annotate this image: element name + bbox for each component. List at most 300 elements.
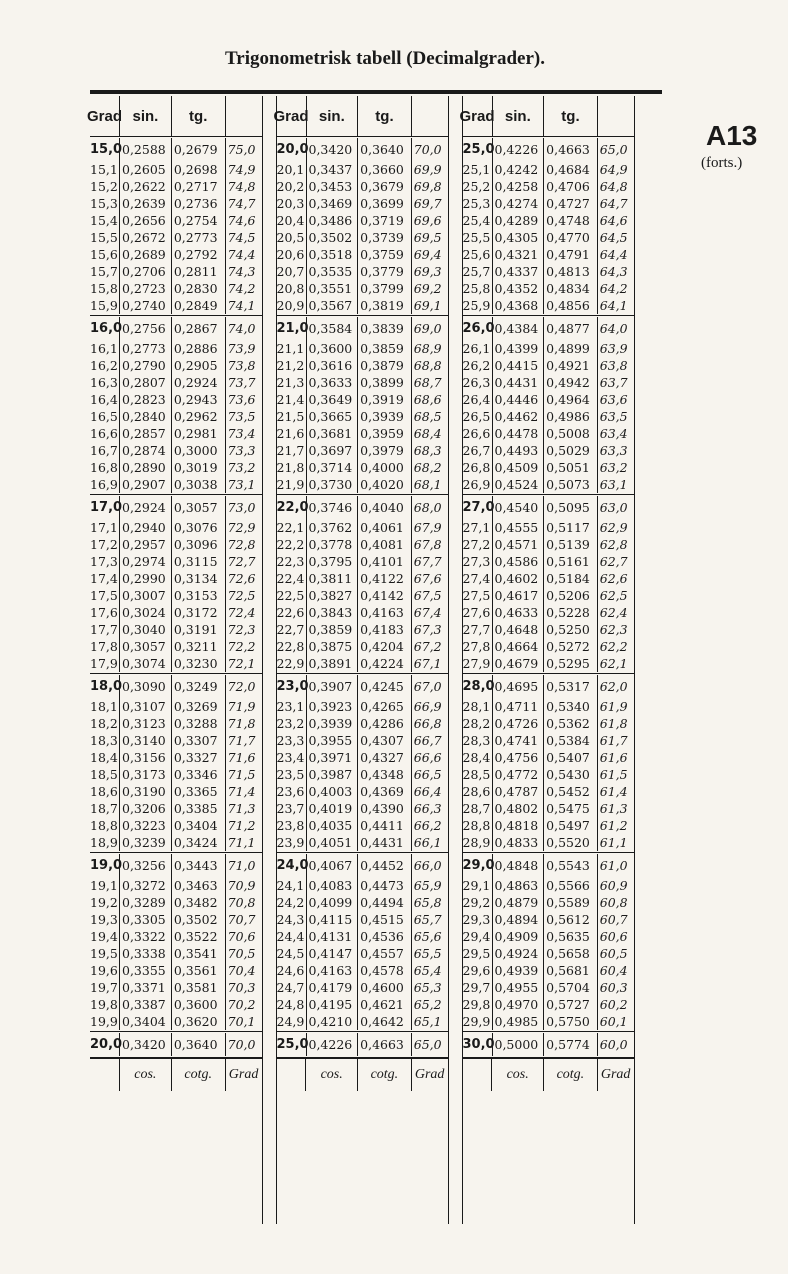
cell-sin: 0,3697 [307,442,359,459]
cell-tg: 0,5073 [544,476,598,493]
cell-complement-grad: 64,0 [599,321,628,336]
cell-grad: 28,6 [463,783,493,800]
cell-sin: 0,4226 [307,1033,359,1056]
cell-tg: 0,2717 [172,178,226,195]
cell-sin: 0,3040 [120,621,172,638]
table-row [90,408,262,425]
cell-grad: 29,2 [463,894,493,911]
table-row [277,732,448,749]
table-row [90,894,262,911]
cell-grad: 29,7 [463,979,493,996]
table-row [90,854,262,877]
table-row [463,817,634,834]
cell-tg: 0,3779 [358,263,412,280]
cell-sin: 0,3987 [307,766,359,783]
table-footer [463,1058,634,1091]
cell-tg: 0,2792 [172,246,226,263]
cell-grad: 24,2 [277,894,307,911]
cell-sin: 0,2756 [120,317,172,340]
cell-complement-grad: 61,8 [599,716,628,731]
cell-tg: 0,2830 [172,280,226,297]
cell-tg: 0,4265 [358,698,412,715]
cell-grad: 26,8 [463,459,493,476]
table-row [90,732,262,749]
cell-complement-grad: 60,3 [599,980,628,995]
table-row [463,280,634,297]
cell-tg: 0,4964 [544,391,598,408]
cell-grad: 27,1 [463,519,493,536]
cell-tg: 0,4621 [358,996,412,1013]
cell-sin: 0,3322 [120,928,172,945]
cell-sin: 0,4679 [493,655,545,672]
cell-sin: 0,2924 [120,496,172,519]
table-row [90,996,262,1013]
row-group [90,1032,262,1058]
cell-grad: 25,6 [463,246,493,263]
table-row [463,408,634,425]
cell-tg: 0,3365 [172,783,226,800]
header-grad: Grad [463,96,493,136]
table-row [90,587,262,604]
cell-complement-grad: 71,7 [227,733,256,748]
cell-grad: 28,5 [463,766,493,783]
cell-sin: 0,4756 [493,749,545,766]
cell-sin: 0,4399 [493,340,545,357]
cell-sin: 0,4368 [493,297,545,314]
cell-tg: 0,3269 [172,698,226,715]
table-row [277,476,448,493]
cell-grad: 27,7 [463,621,493,638]
cell-grad: 26,4 [463,391,493,408]
cell-grad: 20,0 [90,1033,120,1056]
cell-tg: 0,5750 [544,1013,598,1030]
cell-tg: 0,4163 [358,604,412,621]
cell-tg: 0,3502 [172,911,226,928]
table-row [90,783,262,800]
cell-complement-grad: 69,3 [413,264,442,279]
table-row [463,749,634,766]
cell-sin: 0,4305 [493,229,545,246]
cell-tg: 0,4770 [544,229,598,246]
table-row [90,715,262,732]
cell-complement-grad: 69,6 [413,213,442,228]
cell-grad: 16,6 [90,425,120,442]
cell-grad: 19,4 [90,928,120,945]
table-row [463,962,634,979]
cell-grad: 29,8 [463,996,493,1013]
cell-complement-grad: 64,3 [599,264,628,279]
table-row [277,496,448,519]
cell-sin: 0,4415 [493,357,545,374]
cell-grad: 27,5 [463,587,493,604]
cell-tg: 0,3076 [172,519,226,536]
table-row [463,732,634,749]
cell-sin: 0,3437 [307,161,359,178]
cell-tg: 0,5272 [544,638,598,655]
cell-tg: 0,2981 [172,425,226,442]
footer-cotg: cotg. [544,1059,598,1091]
cell-grad: 25,2 [463,178,493,195]
cell-tg: 0,5384 [544,732,598,749]
cell-complement-grad: 74,2 [227,281,256,296]
table-row [277,459,448,476]
cell-sin: 0,4802 [493,800,545,817]
cell-tg: 0,4663 [544,138,598,161]
cell-grad: 25,0 [463,138,493,161]
cell-sin: 0,3420 [307,138,359,161]
table-row [277,570,448,587]
cell-sin: 0,3420 [120,1033,172,1056]
cell-grad: 22,0 [277,496,307,519]
cell-complement-grad: 62,0 [599,679,628,694]
cell-sin: 0,3338 [120,945,172,962]
cell-complement-grad: 70,8 [227,895,256,910]
table-row [90,178,262,195]
table-row [277,749,448,766]
cell-sin: 0,4131 [307,928,359,945]
row-group [90,495,262,674]
footer-blank [90,1059,120,1091]
row-group [463,137,634,316]
cell-sin: 0,4985 [493,1013,545,1030]
cell-tg: 0,3443 [172,854,226,877]
table-row [277,894,448,911]
cell-complement-grad: 61,5 [599,767,628,782]
cell-tg: 0,3346 [172,766,226,783]
cell-grad: 25,7 [463,263,493,280]
cell-sin: 0,3843 [307,604,359,621]
cell-complement-grad: 72,4 [227,605,256,620]
cell-sin: 0,3681 [307,425,359,442]
cell-tg: 0,3230 [172,655,226,672]
cell-tg: 0,5250 [544,621,598,638]
table-row [463,212,634,229]
table-row [463,340,634,357]
cell-tg: 0,5452 [544,783,598,800]
cell-complement-grad: 67,1 [413,656,442,671]
cell-grad: 22,9 [277,655,307,672]
cell-sin: 0,2740 [120,297,172,314]
cell-sin: 0,3173 [120,766,172,783]
cell-tg: 0,4286 [358,715,412,732]
cell-complement-grad: 74,5 [227,230,256,245]
cell-complement-grad: 68,4 [413,426,442,441]
cell-complement-grad: 70,6 [227,929,256,944]
cell-sin: 0,4970 [493,996,545,1013]
cell-tg: 0,4142 [358,587,412,604]
cell-sin: 0,3239 [120,834,172,851]
table-row [277,1033,448,1056]
table-row [463,621,634,638]
cell-tg: 0,5566 [544,877,598,894]
cell-tg: 0,5161 [544,553,598,570]
cell-complement-grad: 63,1 [599,477,628,492]
cell-tg: 0,5340 [544,698,598,715]
table-row [277,655,448,672]
cell-complement-grad: 61,4 [599,784,628,799]
cell-sin: 0,3584 [307,317,359,340]
cell-complement-grad: 67,2 [413,639,442,654]
header-tg: tg. [544,96,598,136]
cell-tg: 0,3660 [358,161,412,178]
cell-tg: 0,4327 [358,749,412,766]
header-tg: tg. [358,96,412,136]
footer-blank [463,1059,493,1091]
cell-sin: 0,2823 [120,391,172,408]
table-row [277,138,448,161]
block-gap [262,96,276,1224]
cell-complement-grad: 68,7 [413,375,442,390]
cell-grad: 30,0 [463,1033,493,1056]
cell-complement-grad: 72,3 [227,622,256,637]
cell-complement-grad: 69,4 [413,247,442,262]
cell-tg: 0,3191 [172,621,226,638]
cell-sin: 0,4179 [307,979,359,996]
cell-tg: 0,3719 [358,212,412,229]
cell-grad: 16,5 [90,408,120,425]
table-row [277,945,448,962]
cell-sin: 0,4848 [493,854,545,877]
cell-sin: 0,4648 [493,621,545,638]
table-row [277,604,448,621]
cell-grad: 28,8 [463,817,493,834]
footer-grad: Grad [414,1067,445,1082]
table-row [277,766,448,783]
cell-grad: 23,8 [277,817,307,834]
cell-sin: 0,3827 [307,587,359,604]
cell-grad: 21,6 [277,425,307,442]
cell-complement-grad: 70,1 [227,1014,256,1029]
cell-tg: 0,2886 [172,340,226,357]
cell-grad: 26,6 [463,425,493,442]
cell-sin: 0,4210 [307,1013,359,1030]
cell-tg: 0,3404 [172,817,226,834]
cell-sin: 0,4955 [493,979,545,996]
cell-grad: 15,2 [90,178,120,195]
header-blank [226,96,262,136]
cell-grad: 27,6 [463,604,493,621]
cell-grad: 16,3 [90,374,120,391]
table-row [90,911,262,928]
cell-grad: 15,7 [90,263,120,280]
cell-tg: 0,5520 [544,834,598,851]
cell-tg: 0,5362 [544,715,598,732]
cell-tg: 0,3327 [172,749,226,766]
cell-tg: 0,5497 [544,817,598,834]
cell-sin: 0,4741 [493,732,545,749]
cell-grad: 17,5 [90,587,120,604]
cell-complement-grad: 71,4 [227,784,256,799]
cell-grad: 24,6 [277,962,307,979]
cell-sin: 0,3190 [120,783,172,800]
table-row [277,800,448,817]
cell-tg: 0,4834 [544,280,598,297]
cell-sin: 0,4939 [493,962,545,979]
cell-grad: 22,7 [277,621,307,638]
cell-sin: 0,4818 [493,817,545,834]
header-grad: Grad [90,96,120,136]
table-row [463,675,634,698]
cell-complement-grad: 66,4 [413,784,442,799]
table-row [463,854,634,877]
cell-grad: 15,6 [90,246,120,263]
cell-tg: 0,5139 [544,536,598,553]
cell-grad: 25,0 [277,1033,307,1056]
cell-tg: 0,3919 [358,391,412,408]
cell-tg: 0,4061 [358,519,412,536]
cell-grad: 27,2 [463,536,493,553]
table-row [463,911,634,928]
cell-tg: 0,3561 [172,962,226,979]
cell-tg: 0,4411 [358,817,412,834]
cell-complement-grad: 60,0 [599,1037,628,1052]
cell-complement-grad: 66,1 [413,835,442,850]
table-row [90,297,262,314]
table-row [90,675,262,698]
cell-complement-grad: 70,5 [227,946,256,961]
cell-complement-grad: 67,3 [413,622,442,637]
cell-grad: 23,6 [277,783,307,800]
cell-sin: 0,3714 [307,459,359,476]
cell-sin: 0,3923 [307,698,359,715]
cell-grad: 22,8 [277,638,307,655]
cell-complement-grad: 65,3 [413,980,442,995]
cell-complement-grad: 62,4 [599,605,628,620]
table-row [463,834,634,851]
row-group [277,674,448,853]
cell-complement-grad: 63,6 [599,392,628,407]
cell-complement-grad: 60,5 [599,946,628,961]
table-row [277,877,448,894]
cell-sin: 0,3633 [307,374,359,391]
cell-grad: 20,1 [277,161,307,178]
cell-sin: 0,3551 [307,280,359,297]
cell-grad: 18,6 [90,783,120,800]
cell-complement-grad: 63,0 [599,500,628,515]
table-row [277,979,448,996]
cell-grad: 25,4 [463,212,493,229]
cell-grad: 24,8 [277,996,307,1013]
cell-sin: 0,4833 [493,834,545,851]
cell-complement-grad: 72,6 [227,571,256,586]
cell-tg: 0,5117 [544,519,598,536]
table-row [90,442,262,459]
cell-sin: 0,3355 [120,962,172,979]
cell-sin: 0,3007 [120,587,172,604]
cell-sin: 0,4863 [493,877,545,894]
cell-grad: 23,3 [277,732,307,749]
cell-complement-grad: 70,3 [227,980,256,995]
cell-tg: 0,3211 [172,638,226,655]
cell-sin: 0,4462 [493,408,545,425]
cell-tg: 0,3620 [172,1013,226,1030]
cell-tg: 0,3640 [358,138,412,161]
cell-sin: 0,3123 [120,715,172,732]
cell-complement-grad: 60,1 [599,1014,628,1029]
cell-grad: 23,7 [277,800,307,817]
cell-tg: 0,4877 [544,317,598,340]
cell-complement-grad: 63,3 [599,443,628,458]
cell-complement-grad: 71,1 [227,835,256,850]
cell-complement-grad: 67,9 [413,520,442,535]
cell-grad: 21,4 [277,391,307,408]
cell-complement-grad: 74,0 [227,321,256,336]
cell-complement-grad: 68,2 [413,460,442,475]
cell-sin: 0,3907 [307,675,359,698]
table-row [277,340,448,357]
cell-tg: 0,4494 [358,894,412,911]
table-row [463,570,634,587]
cell-tg: 0,5589 [544,894,598,911]
cell-grad: 29,1 [463,877,493,894]
cell-grad: 22,6 [277,604,307,621]
cell-complement-grad: 66,3 [413,801,442,816]
table-row [463,587,634,604]
table-row [277,854,448,877]
cell-grad: 20,3 [277,195,307,212]
page-subtitle: (forts.) [701,155,743,171]
cell-grad: 26,7 [463,442,493,459]
cell-sin: 0,4602 [493,570,545,587]
cell-complement-grad: 64,2 [599,281,628,296]
table-row [90,834,262,851]
table-row [90,519,262,536]
cell-grad: 28,0 [463,675,493,698]
cell-tg: 0,4348 [358,766,412,783]
cell-sin: 0,2723 [120,280,172,297]
table-row [277,675,448,698]
cell-grad: 21,2 [277,357,307,374]
table-header [273,96,448,137]
cell-sin: 0,4633 [493,604,545,621]
cell-grad: 16,8 [90,459,120,476]
cell-tg: 0,3979 [358,442,412,459]
table-row [277,442,448,459]
cell-sin: 0,4019 [307,800,359,817]
cell-complement-grad: 72,5 [227,588,256,603]
cell-grad: 25,3 [463,195,493,212]
cell-complement-grad: 74,4 [227,247,256,262]
cell-complement-grad: 74,8 [227,179,256,194]
table-row [90,604,262,621]
header-blank [598,96,634,136]
cell-tg: 0,2924 [172,374,226,391]
cell-complement-grad: 64,8 [599,179,628,194]
table-row [90,246,262,263]
cell-complement-grad: 62,6 [599,571,628,586]
cell-grad: 28,3 [463,732,493,749]
table-row [90,391,262,408]
cell-tg: 0,4204 [358,638,412,655]
table-row [463,698,634,715]
cell-grad: 28,2 [463,715,493,732]
cell-grad: 26,0 [463,317,493,340]
cell-tg: 0,5543 [544,854,598,877]
cell-sin: 0,3371 [120,979,172,996]
cell-tg: 0,4224 [358,655,412,672]
cell-tg: 0,3939 [358,408,412,425]
cell-tg: 0,3288 [172,715,226,732]
cell-sin: 0,3518 [307,246,359,263]
footer-grad: Grad [600,1067,631,1082]
cell-grad: 24,7 [277,979,307,996]
cell-grad: 21,3 [277,374,307,391]
cell-complement-grad: 60,4 [599,963,628,978]
table-row [463,945,634,962]
cell-sin: 0,4540 [493,496,545,519]
cell-tg: 0,4921 [544,357,598,374]
cell-grad: 22,5 [277,587,307,604]
